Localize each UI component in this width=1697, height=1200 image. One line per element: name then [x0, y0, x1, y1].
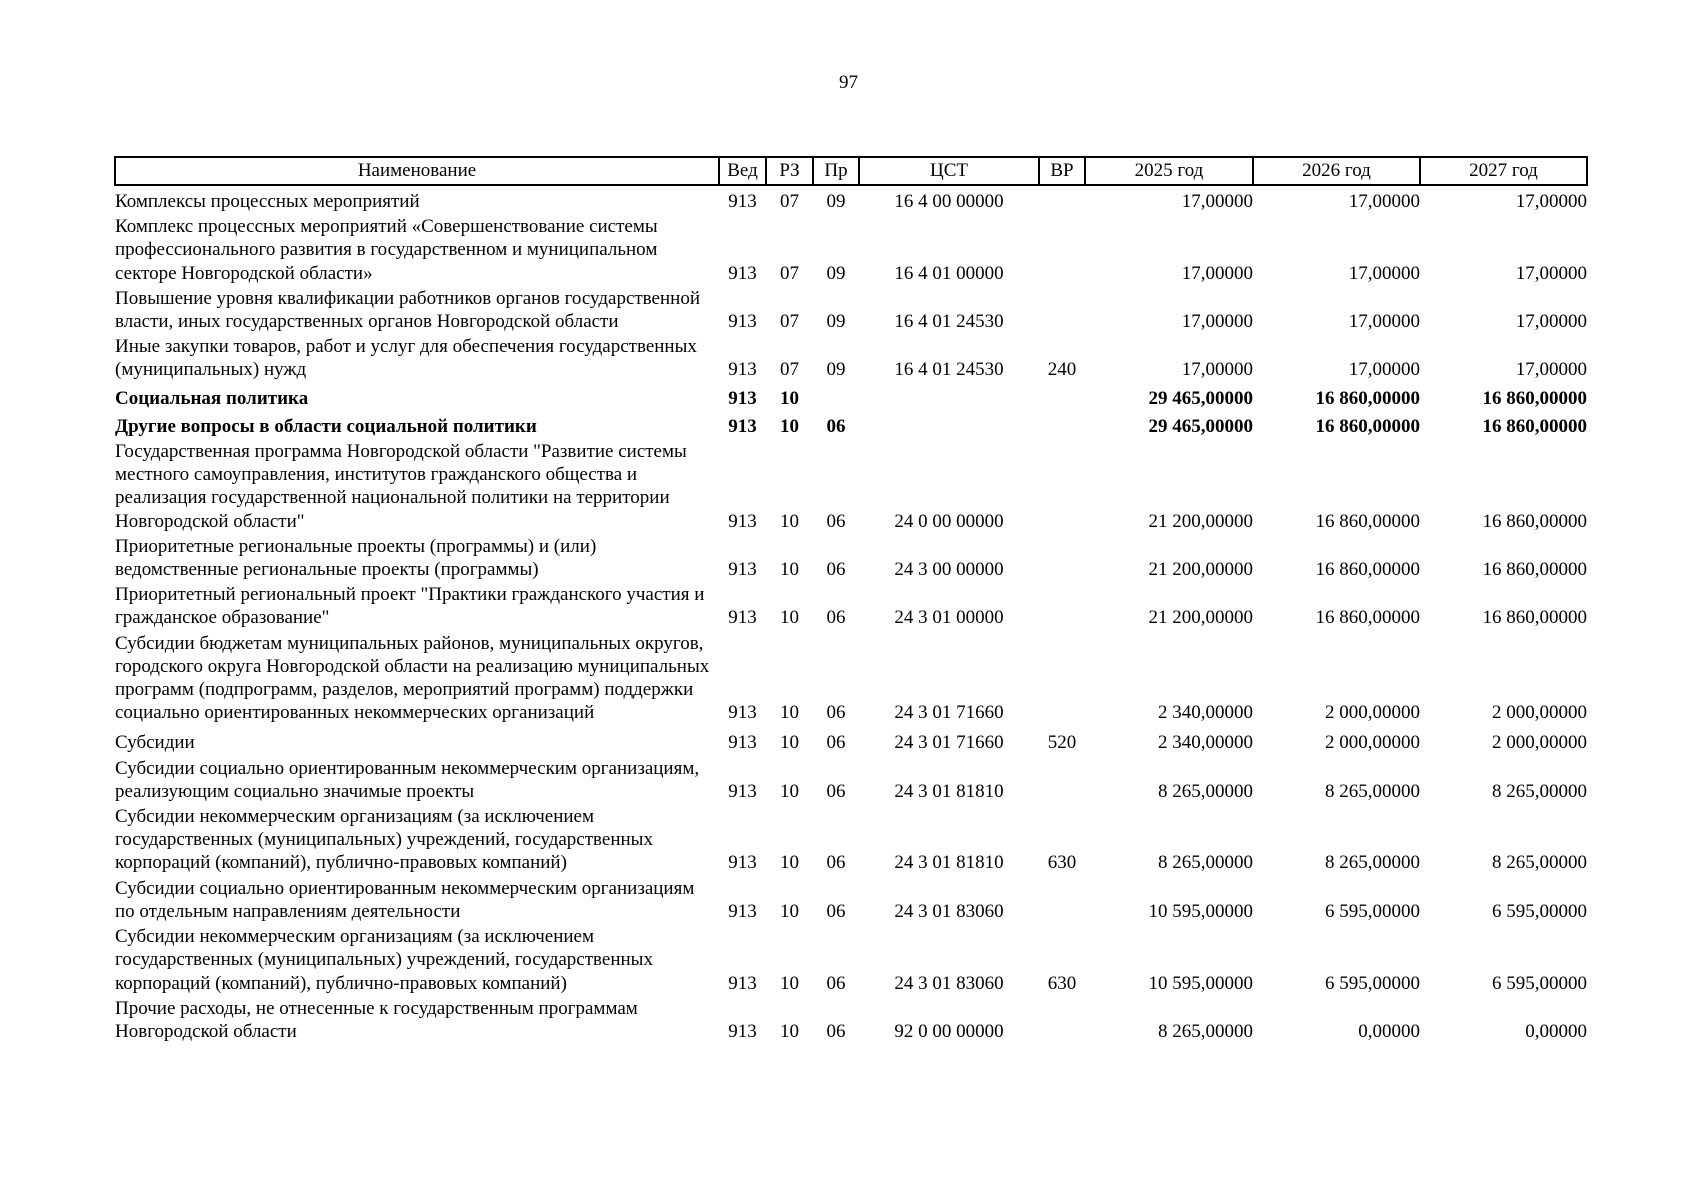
row-pr: 09	[826, 191, 846, 212]
row-rz: 07	[780, 311, 799, 333]
row-pr: 06	[826, 702, 846, 724]
row-pr: 06	[826, 780, 846, 802]
header-rz: РЗ	[766, 157, 813, 185]
row-2025: 17,00000	[1181, 191, 1253, 212]
row-2026: 2 000,00000	[1325, 732, 1420, 754]
row-vr	[1039, 213, 1085, 285]
row-name: Прочие расходы, не отнесенные к государственным программам Новгородской области	[115, 997, 638, 1042]
row-rz: 10	[780, 559, 799, 581]
row-2025: 10 595,00000	[1148, 900, 1253, 922]
row-vr	[1039, 533, 1085, 581]
row-rz: 10	[780, 415, 799, 437]
row-vr	[1039, 875, 1085, 923]
header-ved: Вед	[719, 157, 766, 185]
row-vr: 520	[1047, 732, 1077, 754]
row-2025: 21 200,00000	[1148, 607, 1253, 629]
row-cst: 24 3 01 83060	[894, 972, 1004, 994]
row-name: Субсидии	[115, 732, 195, 754]
row-vr	[1039, 285, 1085, 333]
row-2027: 16 860,00000	[1482, 510, 1587, 532]
row-2026: 16 860,00000	[1315, 387, 1420, 409]
row-rz: 10	[780, 1020, 799, 1042]
row-pr: 09	[826, 262, 846, 284]
table-row	[115, 875, 1587, 923]
row-2026: 8 265,00000	[1325, 852, 1420, 874]
table-row	[115, 581, 1587, 629]
header-vr: ВР	[1039, 157, 1085, 185]
row-2027: 16 860,00000	[1482, 607, 1587, 629]
row-cst: 16 4 00 00000	[894, 191, 1004, 212]
row-vr	[1039, 438, 1085, 533]
row-2027: 17,00000	[1515, 311, 1587, 333]
row-ved: 913	[728, 559, 757, 581]
row-2026: 6 595,00000	[1325, 900, 1420, 922]
row-cst: 16 4 01 24530	[894, 359, 1004, 381]
row-2026: 2 000,00000	[1325, 702, 1420, 724]
table-row	[115, 438, 1587, 533]
row-cst: 24 3 01 81810	[894, 780, 1004, 802]
header-2027: 2027 год	[1420, 157, 1587, 185]
row-cst: 24 3 01 00000	[894, 607, 1004, 629]
table-row	[115, 755, 1587, 803]
row-cst: 16 4 01 00000	[894, 262, 1004, 284]
row-cst: 24 3 01 81810	[894, 852, 1004, 874]
row-rz: 10	[780, 387, 799, 409]
row-cst: 24 3 01 71660	[894, 732, 1004, 754]
row-pr: 06	[826, 900, 846, 922]
row-ved: 913	[728, 191, 757, 212]
row-ved: 913	[728, 387, 757, 409]
budget-table	[114, 156, 1588, 1043]
row-ved: 913	[728, 900, 757, 922]
row-vr	[1039, 581, 1085, 629]
table-row	[115, 382, 1587, 410]
row-rz: 10	[780, 900, 799, 922]
header-name: Наименование	[115, 157, 719, 185]
row-2026: 17,00000	[1348, 359, 1420, 381]
table-row	[115, 923, 1587, 995]
row-ved: 913	[728, 359, 757, 381]
header-pr: Пр	[813, 157, 859, 185]
header-cst: ЦСТ	[859, 157, 1039, 185]
row-name: Субсидии социально ориентированным некоммерческим организациям, реализующим социально значимые проекты	[115, 757, 700, 802]
row-name: Субсидии бюджетам муниципальных районов, муниципальных округов, городского округа Новгородской области на реализацию муниципальных программ (подпрограмм, разделов, мероприятий программ) поддержки социально ориентированных некоммерческих организаций	[115, 632, 710, 724]
row-2025: 8 265,00000	[1158, 1020, 1253, 1042]
row-pr: 06	[826, 510, 846, 532]
table-row	[115, 333, 1587, 381]
row-2027: 8 265,00000	[1492, 852, 1587, 874]
table-row	[115, 533, 1587, 581]
row-2025: 2 340,00000	[1158, 702, 1253, 724]
row-name: Социальная политика	[115, 387, 309, 409]
table-row	[115, 803, 1587, 875]
row-cst: 92 0 00 00000	[894, 1020, 1004, 1042]
row-2025: 21 200,00000	[1148, 510, 1253, 532]
row-2025: 8 265,00000	[1158, 780, 1253, 802]
row-2027: 8 265,00000	[1492, 780, 1587, 802]
row-name: Комплекс процессных мероприятий «Совершенствование системы профессионального развития в государственном и муниципальном секторе Новгородской области»	[115, 216, 658, 284]
row-name: Повышение уровня квалификации работников органов государственной власти, иных государственных органов Новгородской области	[115, 287, 700, 333]
table-row	[115, 724, 1587, 754]
row-pr: 06	[826, 559, 846, 581]
row-cst: 16 4 01 24530	[894, 311, 1004, 333]
row-2026: 17,00000	[1348, 262, 1420, 284]
row-ved: 913	[728, 415, 757, 437]
row-vr	[1039, 185, 1085, 213]
row-2027: 17,00000	[1515, 262, 1587, 284]
table-row	[115, 630, 1587, 725]
row-vr	[1039, 755, 1085, 803]
row-2025: 8 265,00000	[1158, 852, 1253, 874]
row-2027: 2 000,00000	[1492, 702, 1587, 724]
row-2027: 16 860,00000	[1482, 559, 1587, 581]
row-pr: 09	[826, 311, 846, 333]
row-2025: 10 595,00000	[1148, 972, 1253, 994]
row-2027: 16 860,00000	[1482, 387, 1587, 409]
row-cst	[859, 410, 1039, 438]
header-row	[115, 157, 1587, 185]
row-vr	[1039, 410, 1085, 438]
row-name: Приоритетные региональные проекты (программы) и (или) ведомственные региональные проекты (программы)	[115, 535, 597, 581]
row-2027: 6 595,00000	[1492, 972, 1587, 994]
row-vr	[1039, 995, 1085, 1043]
row-name: Государственная программа Новгородской области "Развитие системы местного самоуправления, институтов гражданского общества и реализация государственной национальной политики на территории Новгородской области"	[115, 441, 687, 532]
header-2025: 2025 год	[1085, 157, 1253, 185]
row-2025: 17,00000	[1181, 359, 1253, 381]
row-2026: 6 595,00000	[1325, 972, 1420, 994]
row-2026: 16 860,00000	[1315, 510, 1420, 532]
row-2027: 6 595,00000	[1492, 900, 1587, 922]
table-row	[115, 995, 1587, 1043]
row-2025: 17,00000	[1181, 262, 1253, 284]
row-rz: 10	[780, 732, 799, 754]
row-2027: 17,00000	[1515, 191, 1587, 212]
row-name: Субсидии некоммерческим организациям (за исключением государственных (муниципальных) учреждений, государственных корпораций (компаний), публично-правовых компаний)	[115, 806, 653, 874]
row-ved: 913	[728, 972, 757, 994]
row-rz: 10	[780, 972, 799, 994]
row-pr: 06	[826, 1020, 846, 1042]
row-rz: 10	[780, 780, 799, 802]
row-2025: 17,00000	[1181, 311, 1253, 333]
table-row	[115, 185, 1587, 213]
row-rz: 07	[780, 359, 799, 381]
row-2027: 17,00000	[1515, 359, 1587, 381]
row-name: Приоритетный региональный проект "Практики гражданского участия и гражданское образование"	[115, 584, 705, 629]
header-2026: 2026 год	[1253, 157, 1420, 185]
row-2026: 16 860,00000	[1315, 607, 1420, 629]
row-2026: 17,00000	[1348, 191, 1420, 212]
row-2026: 0,00000	[1358, 1020, 1420, 1042]
row-vr: 630	[1047, 852, 1077, 874]
table-row	[115, 213, 1587, 285]
row-2026: 16 860,00000	[1315, 415, 1420, 437]
row-rz: 10	[780, 607, 799, 629]
row-pr: 06	[826, 732, 846, 754]
page-number: 97	[839, 72, 858, 93]
row-2025: 29 465,00000	[1148, 415, 1253, 437]
row-ved: 913	[728, 702, 757, 724]
row-rz: 10	[780, 702, 799, 724]
row-name: Субсидии социально ориентированным некоммерческим организациям по отдельным направлениям деятельности	[115, 877, 695, 922]
row-2025: 21 200,00000	[1148, 559, 1253, 581]
row-ved: 913	[728, 1020, 757, 1042]
row-rz: 07	[780, 262, 799, 284]
table-header	[115, 157, 1587, 185]
row-ved: 913	[728, 311, 757, 333]
row-vr	[1039, 382, 1085, 410]
row-cst: 24 3 00 00000	[894, 559, 1004, 581]
table-body	[115, 185, 1587, 1043]
row-pr: 09	[826, 359, 846, 381]
row-rz: 07	[780, 191, 799, 212]
row-pr: 06	[826, 415, 846, 437]
row-pr: 06	[826, 607, 846, 629]
row-2027: 0,00000	[1525, 1020, 1587, 1042]
row-name: Другие вопросы в области социальной политики	[115, 415, 537, 437]
row-2027: 16 860,00000	[1482, 415, 1587, 437]
row-ved: 913	[728, 852, 757, 874]
row-ved: 913	[728, 732, 757, 754]
row-vr	[1039, 630, 1085, 725]
row-2025: 29 465,00000	[1148, 387, 1253, 409]
row-rz: 10	[780, 510, 799, 532]
row-ved: 913	[728, 510, 757, 532]
row-2026: 17,00000	[1348, 311, 1420, 333]
row-name: Комплексы процессных мероприятий	[115, 191, 420, 212]
row-pr: 06	[826, 852, 846, 874]
row-pr	[813, 382, 859, 410]
row-cst: 24 0 00 00000	[894, 510, 1004, 532]
row-vr: 240	[1047, 359, 1077, 381]
row-cst: 24 3 01 71660	[894, 702, 1004, 724]
row-2027: 2 000,00000	[1492, 732, 1587, 754]
row-ved: 913	[728, 607, 757, 629]
row-2026: 16 860,00000	[1315, 559, 1420, 581]
row-name: Субсидии некоммерческим организациям (за исключением государственных (муниципальных) учреждений, государственных корпораций (компаний), публично-правовых компаний)	[115, 926, 653, 994]
row-ved: 913	[728, 262, 757, 284]
row-rz: 10	[780, 852, 799, 874]
row-cst	[859, 382, 1039, 410]
table-row	[115, 410, 1587, 438]
row-pr: 06	[826, 972, 846, 994]
row-name: Иные закупки товаров, работ и услуг для обеспечения государственных (муниципальных) нужд	[115, 336, 697, 381]
row-ved: 913	[728, 780, 757, 802]
table-row	[115, 285, 1587, 333]
row-cst: 24 3 01 83060	[894, 900, 1004, 922]
row-2026: 8 265,00000	[1325, 780, 1420, 802]
row-vr: 630	[1047, 972, 1077, 994]
row-2025: 2 340,00000	[1158, 732, 1253, 754]
